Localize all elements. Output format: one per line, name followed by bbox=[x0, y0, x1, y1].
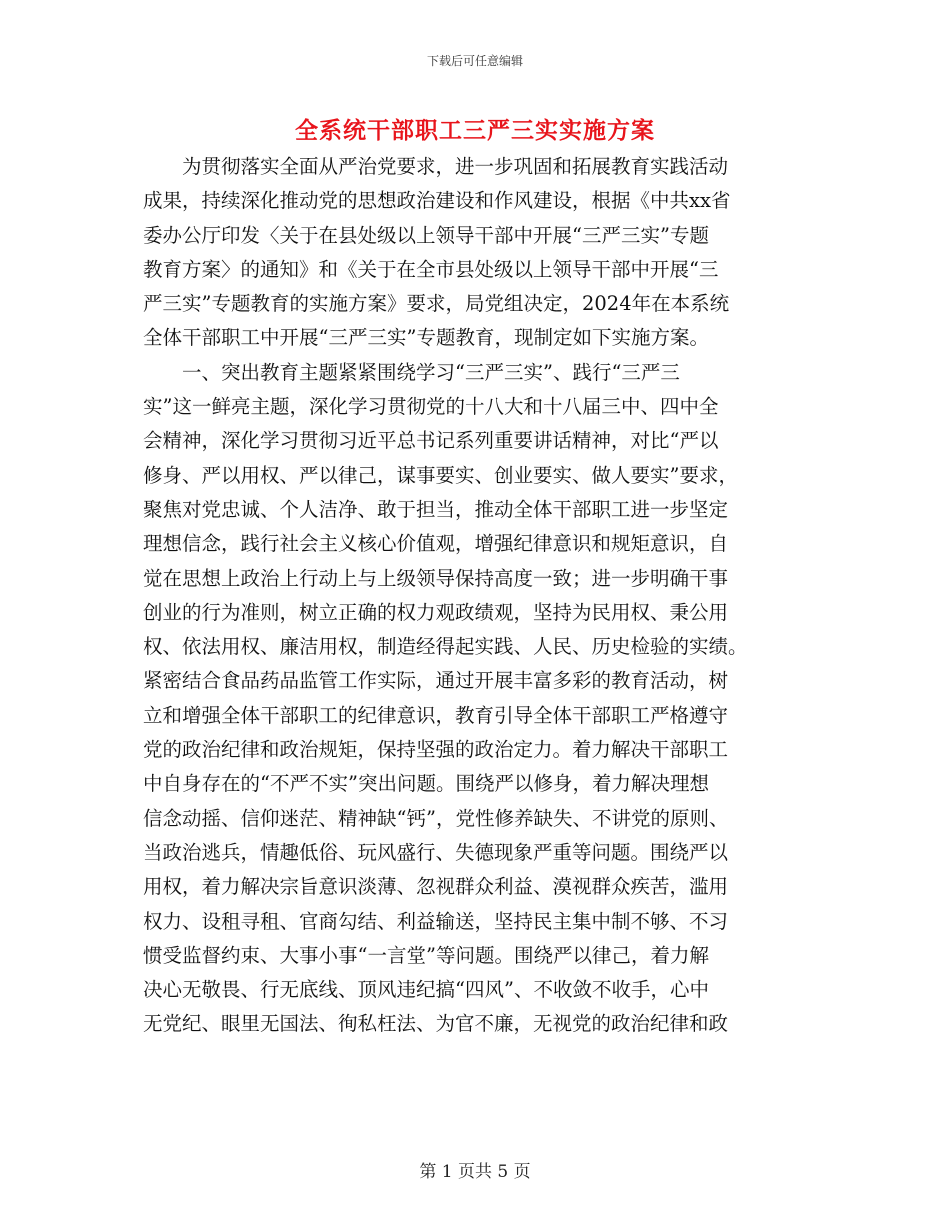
page-number-footer: 第 1 页共 5 页 bbox=[419, 1162, 531, 1182]
body-text-line: 聚焦对党忠诚、个人洁净、敢于担当，推动全体干部职工进一步坚定 bbox=[143, 497, 729, 521]
body-text-line: 成果，持续深化推动党的思想政治建设和作风建设，根据《中共xx省 bbox=[143, 189, 731, 213]
body-text-line: 无党纪、眼里无国法、徇私枉法、为官不廉，无视党的政治纪律和政 bbox=[143, 1012, 729, 1036]
body-text-line: 教育方案〉的通知》和《关于在全市县处级以上领导干部中开展“三 bbox=[143, 257, 719, 281]
body-text-line: 党的政治纪律和政治规矩，保持坚强的政治定力。着力解决干部职工 bbox=[143, 738, 729, 762]
body-text-line: 当政治逃兵，情趣低俗、玩风盛行、失德现象严重等问题。围绕严以 bbox=[143, 840, 729, 864]
body-text-line: 会精神，深化学习贯彻习近平总书记系列重要讲话精神，对比“严以 bbox=[143, 429, 719, 453]
body-text-line: 全体干部职工中开展“三严三实”专题教育，现制定如下实施方案。 bbox=[143, 326, 709, 350]
document-title: 全系统干部职工三严三实实施方案 bbox=[295, 117, 655, 144]
body-text-line: 用权，着力解决宗旨意识淡薄、忽视群众利益、漠视群众疾苦，滥用 bbox=[143, 875, 729, 899]
body-text-line: 权力、设租寻租、官商勾结、利益输送，坚持民主集中制不够、不习 bbox=[143, 909, 729, 933]
body-text-line: 一、突出教育主题紧紧围绕学习“三严三实”、践行“三严三 bbox=[143, 360, 680, 384]
body-text-line: 权、依法用权、廉洁用权，制造经得起实践、人民、历史检验的实绩。 bbox=[143, 635, 748, 659]
body-text-line: 为贯彻落实全面从严治党要求，进一步巩固和拓展教育实践活动 bbox=[143, 155, 729, 178]
body-text-line: 决心无敬畏、行无底线、顶风违纪搞“四风”、不收敛不收手，心中 bbox=[143, 978, 709, 1002]
body-text-line: 理想信念，践行社会主义核心价值观，增强纪律意识和规矩意识，自 bbox=[143, 532, 729, 556]
body-text-line: 信念动摇、信仰迷茫、精神缺“钙”，党性修养缺失、不讲党的原则、 bbox=[143, 806, 729, 830]
document-body bbox=[143, 150, 803, 1042]
body-text-line: 创业的行为准则，树立正确的权力观政绩观，坚持为民用权、秉公用 bbox=[143, 600, 729, 624]
body-text-line: 委办公厅印发〈关于在县处级以上领导干部中开展“三严三实”专题 bbox=[143, 223, 709, 247]
body-text-line: 立和增强全体干部职工的纪律意识，教育引导全体干部职工严格遵守 bbox=[143, 703, 729, 727]
body-text-line: 紧密结合食品药品监管工作实际，通过开展丰富多彩的教育活动，树 bbox=[143, 669, 729, 693]
body-text-line: 中自身存在的“不严不实”突出问题。围绕严以修身，着力解决理想 bbox=[143, 772, 709, 796]
body-text-line: 实”这一鲜亮主题，深化学习贯彻党的十八大和十八届三中、四中全 bbox=[143, 395, 719, 419]
body-text-line: 惯受监督约束、大事小事“一言堂”等问题。围绕严以律己，着力解 bbox=[143, 943, 709, 967]
body-text-line: 严三实”专题教育的实施方案》要求，局党组决定，2024年在本系统 bbox=[143, 292, 730, 316]
page-header-note: 下载后可任意编辑 bbox=[426, 54, 523, 68]
body-text-line: 修身、严以用权、严以律己，谋事要实、创业要实、做人要实”要求， bbox=[143, 463, 738, 487]
body-text-line: 觉在思想上政治上行动上与上级领导保持高度一致；进一步明确干事 bbox=[143, 566, 729, 590]
